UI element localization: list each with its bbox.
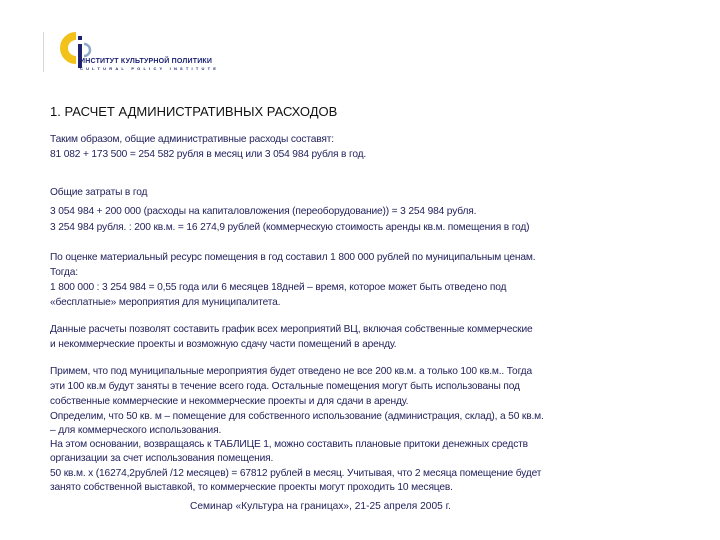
text-line: На этом основании, возвращаясь к ТАБЛИЦЕ 1, можно составить плановые притоки денежных средств bbox=[50, 439, 528, 450]
text-line: «бесплатные» мероприятия для муниципалитета. bbox=[50, 297, 281, 308]
text-line: Общие затраты в год bbox=[50, 187, 148, 198]
text-line: занято собственной выставкой, то коммерческие проекты могут проходить 10 месяцев. bbox=[50, 482, 453, 493]
text-line: По оценке материальный ресурс помещения в год составил 1 800 000 рублей по муниципальным ценам. bbox=[50, 252, 536, 263]
text-line: организации за счет использования помещения. bbox=[50, 453, 274, 464]
text-line: собственные коммерческие и некоммерческие проекты и для сдачи в аренду. bbox=[50, 396, 409, 407]
divider bbox=[43, 32, 44, 72]
text-line: Тогда: bbox=[50, 267, 78, 278]
text-line: Определим, что 50 кв. м – помещение для собственного использование (администрация, склад), а 50 кв.м. bbox=[50, 411, 544, 422]
text-line: 3 054 984 + 200 000 (расходы на капиталовложения (переоборудование)) = 3 254 984 рубля. bbox=[50, 206, 477, 217]
logo-subtitle: CULTURAL POLICY INSTITUTE bbox=[80, 66, 220, 71]
text-line: эти 100 кв.м будут заняты в течение всего года. Остальные помещения могут быть использованы под bbox=[50, 381, 520, 392]
text-line: Таким образом, общие административные расходы составят: bbox=[50, 134, 334, 145]
logo-title: ИНСТИТУТ КУЛЬТУРНОЙ ПОЛИТИКИ bbox=[80, 58, 213, 65]
text-line: Примем, что под муниципальные мероприятия будет отведено не все 200 кв.м. а только 100 кв.м.. Тогда bbox=[50, 366, 532, 377]
text-line: и некоммерческие проекты и возможную сдачу части помещений в аренду. bbox=[50, 339, 397, 350]
text-line: 3 254 984 рубля. : 200 кв.м. = 16 274,9 рублей (коммерческую стоимость аренды кв.м. помещения в год) bbox=[50, 222, 530, 233]
text-line: 81 082 + 173 500 = 254 582 рубля в месяц или 3 054 984 рубля в год. bbox=[50, 149, 367, 160]
text-line: 50 кв.м. х (16274,2рублей /12 месяцев) = 67812 рублей в месяц. Учитывая, что 2 месяца помещение будет bbox=[50, 468, 542, 479]
text-line: – для коммерческого использования. bbox=[50, 425, 222, 436]
page-title: 1. РАСЧЕТ АДМИНИСТРАТИВНЫХ РАСХОДОВ bbox=[50, 104, 338, 119]
footer-seminar: Семинар «Культура на границах», 21-25 апреля 2005 г. bbox=[190, 501, 451, 512]
text-line: 1 800 000 : 3 254 984 = 0,55 года или 6 месяцев 18дней – время, которое может быть отведено под bbox=[50, 282, 507, 293]
text-line: Данные расчеты позволят составить график всех мероприятий ВЦ, включая собственные коммерческие bbox=[50, 324, 533, 335]
